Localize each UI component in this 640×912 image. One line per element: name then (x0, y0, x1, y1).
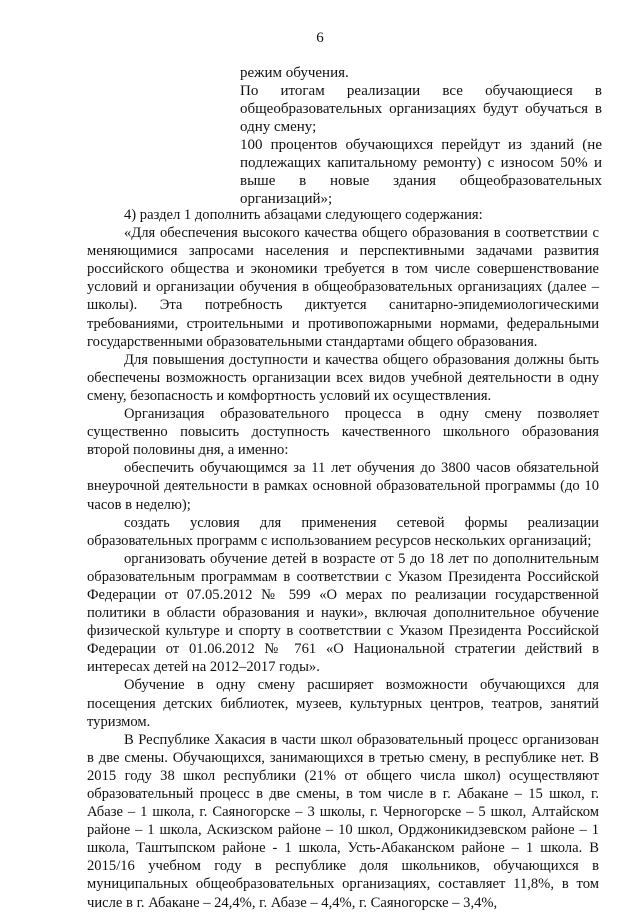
paragraph: организовать обучение детей в возрасте от 5 до 18 лет по дополнительным образовательным программам в соответствии с Указом Президента Российской Федерации от 07.05.2012 № 599 «О мерах по реализации государственной политики в области образования и науки», включая дополнительное обучение физической культуре и спорту в соответствии с Указом Президента Российской Федерации от 01.06.2012 № 761 «О Национальной стратегии действий в интересах детей на 2012–2017 годы». (87, 550, 599, 676)
document-body (87, 206, 599, 912)
continued-text-block (240, 64, 602, 208)
paragraph: Обучение в одну смену расширяет возможности обучающихся для посещения детских библиотек, музеев, культурных центров, театров, занятий туризмом. (87, 677, 599, 730)
paragraph: создать условия для применения сетевой формы реализации образовательных программ с использованием ресурсов нескольких организаций; (87, 514, 599, 549)
paragraph: «Для обеспечения высокого качества общего образования в соответствии с меняющимися запросами населения и перспективными задачами развития российского общества и экономики требуется в том числе совершенствование условий и организации обучения в общеобразовательных организациях (далее – школы). Эта потребность диктуется санитарно-эпидемиологическими требованиями, строительными и противопожарными нормами, федеральными государственными образовательными стандартами общего образования. (87, 225, 599, 350)
paragraph: Для повышения доступности и качества общего образования должны быть обеспечены возможность организации всех видов учебной деятельности в одну смену, безопасность и комфортность условий их осуществления. (87, 351, 599, 404)
paragraph: режим обучения. (240, 65, 349, 81)
paragraph: обеспечить обучающимся за 11 лет обучения до 3800 часов обязательной внеурочной деятельности в рамках основной образовательной программы (до 10 часов в неделю); (87, 460, 599, 513)
page-number: 6 (316, 30, 324, 46)
paragraph: Организация образовательного процесса в одну смену позволяет существенно повысить доступность качественного школьного образования второй половины дня, а именно: (87, 406, 599, 459)
paragraph: 100 процентов обучающихся перейдут из зданий (не подлежащих капитальному ремонту) с износом 50% и выше в новые здания общеобразовательных организаций»; (240, 137, 602, 207)
paragraph: 4) раздел 1 дополнить абзацами следующего содержания: (124, 207, 483, 223)
paragraph: По итогам реализации все обучающиеся в общеобразовательных организациях будут обучаться в одну смену; (240, 83, 602, 135)
paragraph: В Республике Хакасия в части школ образовательный процесс организован в две смены. Обучающихся, занимающихся в третью смену, в республике нет. В 2015 году 38 школ республики (21% от общего числа школ) осуществляют образовательный процесс в две смены, в том числе в г. Абакане – 15 школ, г. Абазе – 1 школа, г. Саяногорске – 3 школы, г. Черногорске – 5 школ, Алтайском районе – 1 школа, Аскизском районе – 10 школ, Орджоникидзевском районе – 1 школа, Таштыпском районе - 1 школа, Усть-Абаканском районе – 1 школа. В 2015/16 учебном году в республике доля школьников, обучающихся в муниципальных общеобразовательных организациях, составляет 11,8%, в том числе в г. Абакане – 24,4%, г. Абазе – 4,4%, г. Саяногорске – 3,4%, (87, 731, 599, 911)
